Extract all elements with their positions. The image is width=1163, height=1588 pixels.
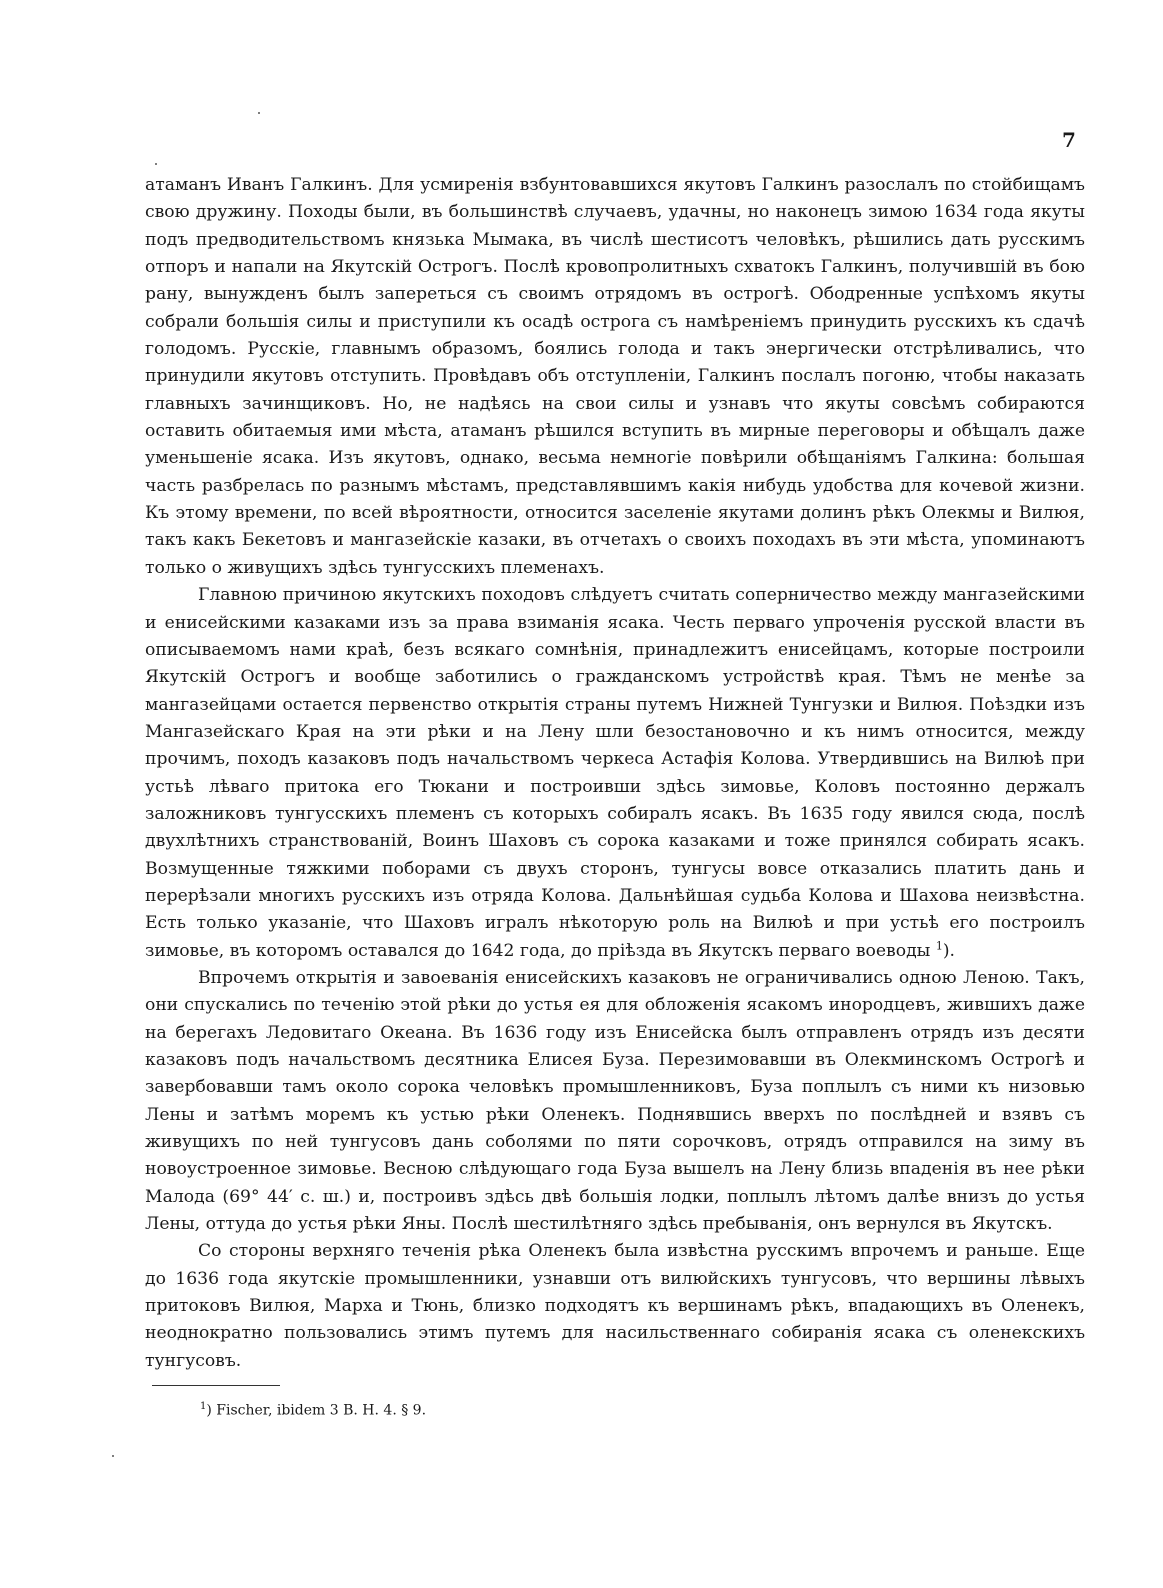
body-text — [145, 172, 1085, 1375]
scan-speck — [258, 112, 260, 114]
footnote-divider — [152, 1385, 280, 1386]
scan-speck — [155, 163, 157, 165]
paragraph-2 — [145, 582, 1085, 965]
footnote-reference[interactable]: 1 — [935, 938, 943, 952]
paragraph-1: атаманъ Иванъ Галкинъ. Для усмиренія взбунтовавшихся якутовъ Галкинъ разослалъ по стойбищамъ свою дружину. Походы были, въ большинствѣ случаевъ, удачны, но наконецъ зимою 1634 года якуты подъ предводительствомъ князька Мымака, въ числѣ шестисотъ человѣкъ, рѣшились дать русскимъ отпоръ и напали на Якутскій Острогъ. Послѣ кровопролитныхъ схватокъ Галкинъ, получившій въ бою рану, вынужденъ былъ запереться съ своимъ отрядомъ въ острогѣ. Ободренные успѣхомъ якуты собрали большія силы и приступили къ осадѣ острога съ намѣреніемъ принудить русскихъ къ сдачѣ голодомъ. Русскіе, главнымъ образомъ, боялись голода и такъ энергически отстрѣливались, что принудили якутовъ отступить. Провѣдавъ объ отступленіи, Галкинъ послалъ погоню, чтобы наказать главныхъ зачинщиковъ. Но, не надѣясь на свои силы и узнавъ что якуты совсѣмъ собираются оставить обитаемыя ими мѣста, атаманъ рѣшился вступить въ мирные переговоры и обѣщалъ даже уменьшеніе ясака. Изъ якутовъ, однако, весьма немногіе повѣрили обѣщаніямъ Галкина: большая часть разбрелась по разнымъ мѣстамъ, представлявшимъ какія нибудь удобства для кочевой жизни. Къ этому времени, по всей вѣроятности, относится заселеніе якутами долинъ рѣкъ Олекмы и Вилюя, такъ какъ Бекетовъ и мангазейскіе казаки, въ отчетахъ о своихъ походахъ въ эти мѣста, упоминаютъ только о живущихъ здѣсь тунгусскихъ племенахъ. — [145, 175, 1085, 578]
footnote — [200, 1401, 426, 1419]
footnote-marker: 1 — [200, 1401, 207, 1412]
scan-speck — [112, 1455, 114, 1457]
footnote-text: ) Fischer, ibidem 3 B. H. 4. § 9. — [206, 1402, 427, 1419]
paragraph-2-tail: ). — [942, 940, 955, 961]
paragraph-3: Впрочемъ открытія и завоеванія енисейскихъ казаковъ не ограничивались одною Леною. Такъ, они спускались по теченію этой рѣки до устья ея для обложенія ясакомъ инородцевъ, жившихъ даже на берегахъ Ледовитаго Океана. Въ 1636 году изъ Енисейска былъ отправленъ отрядъ изъ десяти казаковъ подъ начальствомъ десятника Елисея Буза. Перезимовавши въ Олекминскомъ Острогѣ и завербовавши тамъ около сорока человѣкъ промышленниковъ, Буза поплылъ съ ними къ низовью Лены и затѣмъ моремъ къ устью рѣки Оленекъ. Поднявшись вверхъ по послѣдней и взявъ съ живущихъ по ней тунгусовъ дань соболями по пяти сорочковъ, отрядъ отправился на зиму въ новоустроенное зимовье. Весною слѣдующаго года Буза вышелъ на Лену близь впаденія въ нее рѣки Малода (69° 44′ с. ш.) и, построивъ здѣсь двѣ большія лодки, поплылъ лѣтомъ далѣе внизъ до устья Лены, оттуда до устья рѣки Яны. Послѣ шестилѣтняго здѣсь пребыванія, онъ вернулся въ Якутскъ. — [145, 967, 1085, 1235]
paragraph-4: Со стороны верхняго теченія рѣка Оленекъ была извѣстна русскимъ впрочемъ и раньше. Еще до 1636 года якутскіе промышленники, узнавши отъ вилюйскихъ тунгусовъ, что вершины лѣвыхъ притоковъ Вилюя, Марха и Тюнь, близко подходятъ къ вершинамъ рѣкъ, впадающихъ въ Оленекъ, неоднократно пользовались этимъ путемъ для насильственнаго собиранія ясака съ оленекскихъ тунгусовъ. — [145, 1241, 1085, 1371]
paragraph-2-text: Главною причиною якутскихъ походовъ слѣдуетъ считать соперничество между мангазейскими и енисейскими казаками изъ за права взиманія ясака. Честь перваго упроченія русской власти въ описываемомъ нами краѣ, безъ всякаго сомнѣнія, принадлежитъ енисейцамъ, которые построили Якутскій Острогъ и вообще заботились о гражданскомъ устройствѣ края. Тѣмъ не менѣе за мангазейцами остается первенство открытія страны путемъ Нижней Тунгузки и Вилюя. Поѣздки изъ Мангазейскаго Края на эти рѣки и на Лену шли безостановочно и къ нимъ относится, между прочимъ, походъ казаковъ подъ начальствомъ черкеса Астафія Колова. Утвердившись на Вилюѣ при устьѣ лѣваго притока его Тюкани и построивши здѣсь зимовье, Коловъ постоянно держалъ заложниковъ тунгусскихъ племенъ съ которыхъ собиралъ ясакъ. Въ 1635 году явился сюда, послѣ двухлѣтнихъ странствованій, Воинъ Шаховъ съ сорока казаками и тоже принялся собирать ясакъ. Возмущенные тяжкими поборами съ двухъ сторонъ, тунгусы вовсе отказались платить дань и перерѣзали многихъ русскихъ изъ отряда Колова. Дальнѣйшая судьба Колова и Шахова неизвѣстна. Есть только указаніе, что Шаховъ игралъ нѣкоторую роль на Вилюѣ и при устьѣ его построилъ зимовье, въ которомъ оставался до 1642 года, до пріѣзда въ Якутскъ перваго воеводы — [145, 585, 1085, 961]
page-number: 7 — [1062, 128, 1076, 152]
